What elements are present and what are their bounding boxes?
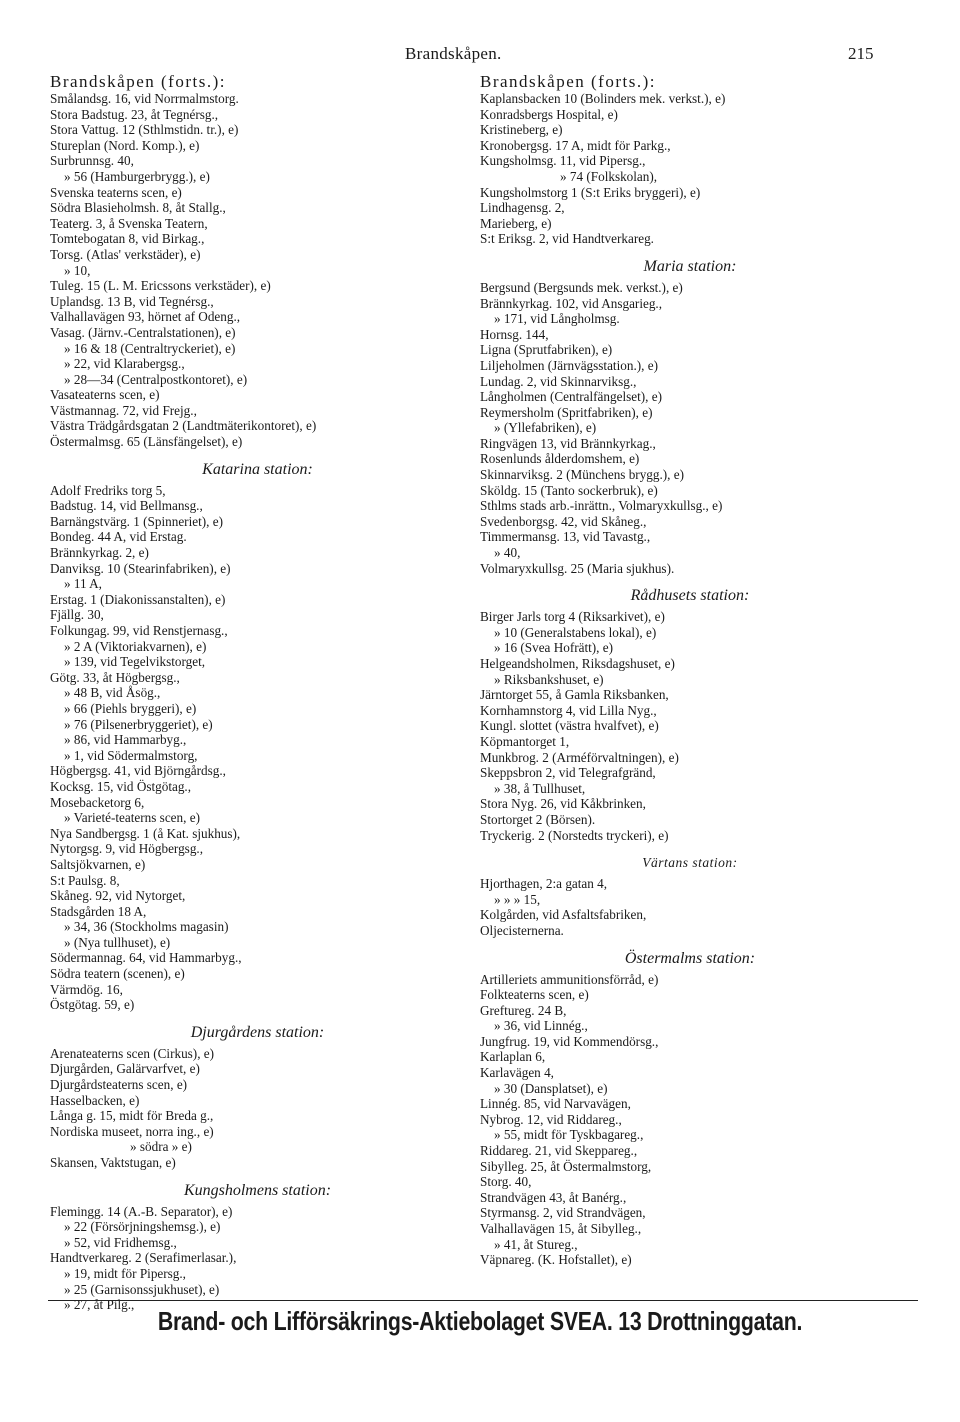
address-entry: Götg. 33, åt Högbergsg., (50, 669, 180, 685)
address-entry: Södra Blasieholmsh. 8, åt Stallg., (50, 200, 226, 216)
address-entry: Storg. 40, (480, 1174, 532, 1190)
address-entry: Timmermansg. 13, vid Tavastg., (480, 529, 651, 545)
page-number: 215 (848, 44, 874, 63)
address-entry: » 10, (64, 262, 91, 278)
address-entry: Ligna (Sprutfabriken), e) (480, 342, 613, 358)
address-entry: Arenateaterns scen (Cirkus), e) (50, 1045, 215, 1061)
address-entry: Badstug. 14, vid Bellmansg., (50, 498, 203, 514)
address-entry: » 40, (494, 545, 521, 561)
address-entry: Södermannag. 64, vid Hammarbyg., (50, 950, 242, 966)
station-heading: Östermalms station: (624, 949, 756, 967)
address-entry: Saltsjökvarnen, e) (50, 856, 146, 872)
address-entry: Surbrunnsg. 40, (50, 153, 134, 169)
address-entry: Sthlms stads arb.-inrättn., Volmaryxkullsg., e) (480, 498, 723, 514)
address-entry: Kungsholmstorg 1 (S:t Eriks bryggeri), e) (480, 184, 701, 200)
address-entry: Svedenborgsg. 42, vid Skåneg., (480, 513, 647, 529)
address-entry: Barnängstvärg. 1 (Spinneriet), e) (50, 513, 223, 529)
address-entry: Konradsbergs Hospital, e) (480, 106, 618, 122)
address-entry: » 55, midt för Tyskbagareg., (494, 1127, 644, 1143)
address-entry: » 36, vid Linnég., (494, 1018, 588, 1034)
station-heading: Kungsholmens station: (183, 1181, 332, 1199)
address-entry: Lundag. 2, vid Skinnarviksg., (480, 373, 637, 389)
address-entry: » 171, vid Långholmsg. (494, 311, 620, 327)
address-entry: Vasag. (Järnv.-Centralstationen), e) (50, 324, 236, 340)
address-entry: Kungsholmsg. 11, vid Pipersg., (480, 153, 646, 169)
address-entry: Adolf Fredriks torg 5, (50, 482, 166, 498)
address-entry: Västra Trädgårdsgatan 2 (Landtmäterikontoret), e) (50, 418, 317, 434)
address-entry: Hjorthagen, 2:a gatan 4, (480, 876, 608, 892)
address-entry: Hornsg. 144, (480, 326, 549, 342)
address-entry: Birger Jarls torg 4 (Riksarkivet), e) (480, 609, 665, 625)
address-entry: Tuleg. 15 (L. M. Ericssons verkstäder), e) (50, 278, 271, 294)
address-entry: Brännkyrkag. 2, e) (50, 545, 149, 561)
address-entry: Stadsgården 18 A, (50, 903, 147, 919)
address-entry: Mosebacketorg 6, (50, 794, 145, 810)
address-entry: Nybrog. 12, vid Riddareg., (480, 1111, 622, 1127)
address-entry: Västmannag. 72, vid Frejg., (50, 402, 197, 418)
address-entry: Långholmen (Centralfängelset), e) (480, 389, 662, 405)
address-entry: Stora Vattug. 12 (Sthlmstidn. tr.), e) (50, 122, 239, 138)
address-entry: Stora Badstug. 23, åt Tegnérsg., (50, 106, 219, 122)
address-entry: Marieberg, e) (480, 215, 552, 231)
address-entry: » 19, midt för Pipersg., (64, 1265, 186, 1281)
address-entry: » Varieté-teaterns scen, e) (64, 810, 200, 826)
address-entry: Bondeg. 44 A, vid Erstag. (50, 529, 187, 545)
address-entry: Greftureg. 24 B, (480, 1002, 567, 1018)
address-entry: Handtverkareg. 2 (Serafimerlasar.), (50, 1250, 237, 1266)
address-entry: » södra » e) (130, 1139, 192, 1155)
address-entry: Valhallavägen 93, hörnet af Odeng., (50, 309, 241, 325)
station-heading: Djurgårdens station: (190, 1023, 325, 1041)
right-column-entries (480, 91, 900, 1268)
station-heading: Maria station: (643, 257, 737, 275)
address-entry: Kocksg. 15, vid Östgötag., (50, 778, 192, 794)
address-entry: Djurgårdsteaterns scen, e) (50, 1077, 188, 1093)
address-entry: » 27, åt Pilg., (64, 1297, 135, 1313)
address-entry: Södra teatern (scenen), e) (50, 966, 185, 982)
address-entry: Torsg. (Atlas' verkstäder), e) (50, 246, 201, 262)
address-entry: Nytorgsg. 9, vid Högbergsg., (50, 841, 204, 857)
address-entry: Styrmansg. 2, vid Strandvägen, (480, 1205, 646, 1221)
address-entry: Vasateaterns scen, e) (50, 387, 160, 403)
address-entry: Kolgården, vid Asfaltsfabriken, (480, 907, 647, 923)
address-entry: Djurgården, Galärvarfvet, e) (50, 1061, 200, 1077)
address-entry: Danviksg. 10 (Stearinfabriken), e) (50, 560, 231, 576)
address-entry: Stortorget 2 (Börsen). (480, 811, 596, 827)
address-entry: Värmdög. 16, (50, 981, 123, 997)
address-entry: Kaplansbacken 10 (Bolinders mek. verkst.), e) (480, 91, 726, 106)
footer-rule (48, 1300, 918, 1301)
address-entry: » 48 B, vid Åsög., (64, 685, 161, 701)
address-entry: » 86, vid Hammarbyg., (64, 732, 187, 748)
address-entry: Jungfrug. 19, vid Kommendörsg., (480, 1033, 659, 1049)
address-entry: Kristineberg, e) (480, 122, 563, 138)
address-entry: Lindhagensg. 2, (480, 200, 565, 216)
left-column-entries (50, 91, 465, 1313)
address-entry: » 30 (Dansplatset), e) (494, 1080, 608, 1096)
address-entry: Östermalmsg. 65 (Länsfängelset), e) (50, 434, 243, 450)
address-entry: Stureplan (Nord. Komp.), e) (50, 137, 200, 153)
address-entry: » 38, å Tullhuset, (494, 780, 586, 796)
address-entry: Nordiska museet, norra ing., e) (50, 1123, 214, 1139)
address-entry: Sibylleg. 25, åt Östermalmstorg, (480, 1158, 652, 1174)
address-entry: Teaterg. 3, å Svenska Teatern, (50, 215, 208, 231)
address-entry: Bergsund (Bergsunds mek. verkst.), e) (480, 279, 683, 295)
address-entry: Erstag. 1 (Diakonissanstalten), e) (50, 591, 226, 607)
address-entry: Strandvägen 43, åt Banérg., (480, 1189, 627, 1205)
address-entry: Uplandsg. 13 B, vid Tegnérsg., (50, 293, 214, 309)
footer-advertisement: Brand- och Lifförsäkrings-Aktiebolaget SVEA. 13 Drottninggatan. (157, 1306, 803, 1336)
address-entry: Riddareg. 21, vid Skeppareg., (480, 1143, 638, 1159)
address-entry: Svenska teaterns scen, e) (50, 184, 182, 200)
left-column (50, 72, 465, 1313)
address-entry: » 52, vid Fridhemsg., (64, 1234, 177, 1250)
address-entry: » 16 & 18 (Centraltryckeriet), e) (64, 340, 236, 356)
address-entry: » 74 (Folkskolan), (560, 168, 658, 184)
address-entry: Hasselbacken, e) (50, 1092, 140, 1108)
address-entry: Linnég. 85, vid Narvavägen, (480, 1096, 631, 1112)
address-entry: Ringvägen 13, vid Brännkyrkag., (480, 435, 656, 451)
address-entry: Karlavägen 4, (480, 1065, 554, 1081)
address-entry: Kronobergsg. 17 A, midt för Parkg., (480, 137, 671, 153)
address-entry: Liljeholmen (Järnvägsstation.), e) (480, 357, 658, 373)
right-column (480, 72, 900, 1268)
address-entry: Brännkyrkag. 102, vid Ansgarieg., (480, 295, 663, 311)
address-entry: Köpmantorget 1, (480, 733, 570, 749)
address-entry: » 139, vid Tegelvikstorget, (64, 654, 206, 670)
address-entry: Skeppsbron 2, vid Telegrafgränd, (480, 765, 656, 781)
address-entry: Reymersholm (Spritfabriken), e) (480, 404, 653, 420)
address-entry: Munkbrog. 2 (Arméförvaltningen), e) (480, 749, 679, 765)
address-entry: Skåneg. 92, vid Nytorget, (50, 888, 186, 904)
address-entry: Folkungag. 99, vid Renstjernasg., (50, 623, 228, 638)
address-entry: » 11 A, (64, 576, 102, 592)
address-entry: Oljecisternerna. (480, 922, 564, 938)
address-entry: » 28—34 (Centralpostkontoret), e) (64, 371, 248, 387)
station-heading: Katarina station: (202, 460, 313, 478)
address-entry: Skansen, Vaktstugan, e) (50, 1155, 176, 1170)
address-entry: Stora Nyg. 26, vid Kåkbrinken, (480, 796, 646, 812)
address-entry: » 10 (Generalstabens lokal), e) (494, 624, 657, 640)
column-heading: Brandskåpen (forts.): (480, 72, 656, 91)
address-entry: S:t Eriksg. 2, vid Handtverkareg. (480, 231, 654, 247)
address-entry: Kornhamnstorg 4, vid Lilla Nyg., (480, 702, 657, 718)
address-entry: » 25 (Garnisonssjukhuset), e) (64, 1281, 220, 1297)
address-entry: » 56 (Hamburgerbrygg.), e) (64, 168, 210, 184)
station-heading: Värtans station: (642, 855, 738, 871)
address-entry: » (Yllefabriken), e) (494, 420, 597, 436)
address-entry: » (Nya tullhuset), e) (64, 934, 171, 950)
address-entry: Sköldg. 15 (Tanto sockerbruk), e) (480, 482, 658, 498)
address-entry: S:t Paulsg. 8, (50, 872, 120, 888)
address-entry: » » » 15, (494, 891, 541, 907)
address-entry: Artilleriets ammunitionsförråd, e) (480, 971, 659, 987)
address-entry: Tomtebogatan 8, vid Birkag., (50, 231, 205, 247)
address-entry: Rosenlunds ålderdomshem, e) (480, 451, 640, 467)
address-entry: Högbergsg. 41, vid Björngårdsg., (50, 763, 226, 779)
address-entry: Järntorget 55, å Gamla Riksbanken, (480, 687, 669, 703)
running-head: Brandskåpen. (405, 44, 502, 63)
address-entry: Smålandsg. 16, vid Norrmalmstorg. (50, 91, 239, 106)
address-entry: Skinnarviksg. 2 (Münchens brygg.), e) (480, 467, 685, 483)
address-entry: » 41, åt Stureg., (494, 1236, 578, 1252)
address-entry: » Riksbankshuset, e) (494, 671, 604, 687)
address-entry: Karlaplan 6, (480, 1049, 546, 1065)
address-entry: Volmaryxkullsg. 25 (Maria sjukhus). (480, 560, 675, 576)
address-entry: » 1, vid Södermalmstorg, (64, 747, 198, 763)
address-entry: Östgötag. 59, e) (50, 997, 135, 1013)
address-entry: Väpnareg. (K. Hofstallet), e) (480, 1252, 632, 1268)
address-entry: Kungl. slottet (västra hvalfvet), e) (480, 718, 659, 734)
address-entry: Helgeandsholmen, Riksdagshuset, e) (480, 656, 675, 671)
address-entry: Tryckerig. 2 (Norstedts tryckeri), e) (480, 827, 669, 843)
address-entry: Långa g. 15, midt för Breda g., (50, 1108, 214, 1124)
address-entry: Valhallavägen 15, åt Sibylleg., (480, 1221, 642, 1236)
address-entry: Folkteaterns scen, e) (480, 987, 589, 1003)
address-entry: Flemingg. 14 (A.-B. Separator), e) (50, 1203, 233, 1219)
station-heading: Rådhusets station: (630, 587, 750, 605)
address-entry: » 66 (Piehls bryggeri), e) (64, 700, 197, 716)
address-entry: » 16 (Svea Hofrätt), e) (494, 640, 614, 656)
column-heading: Brandskåpen (forts.): (50, 72, 226, 91)
address-entry: » 2 A (Viktoriakvarnen), e) (64, 638, 207, 654)
address-entry: » 22 (Försörjningshemsg.), e) (64, 1219, 221, 1235)
address-entry: » 76 (Pilsenerbryggeriet), e) (64, 716, 213, 732)
address-entry: Nya Sandbergsg. 1 (å Kat. sjukhus), (50, 825, 241, 841)
address-entry: Fjällg. 30, (50, 607, 104, 623)
address-entry: » 34, 36 (Stockholms magasin) (64, 919, 229, 935)
address-entry: » 22, vid Klarabergsg., (64, 356, 185, 372)
